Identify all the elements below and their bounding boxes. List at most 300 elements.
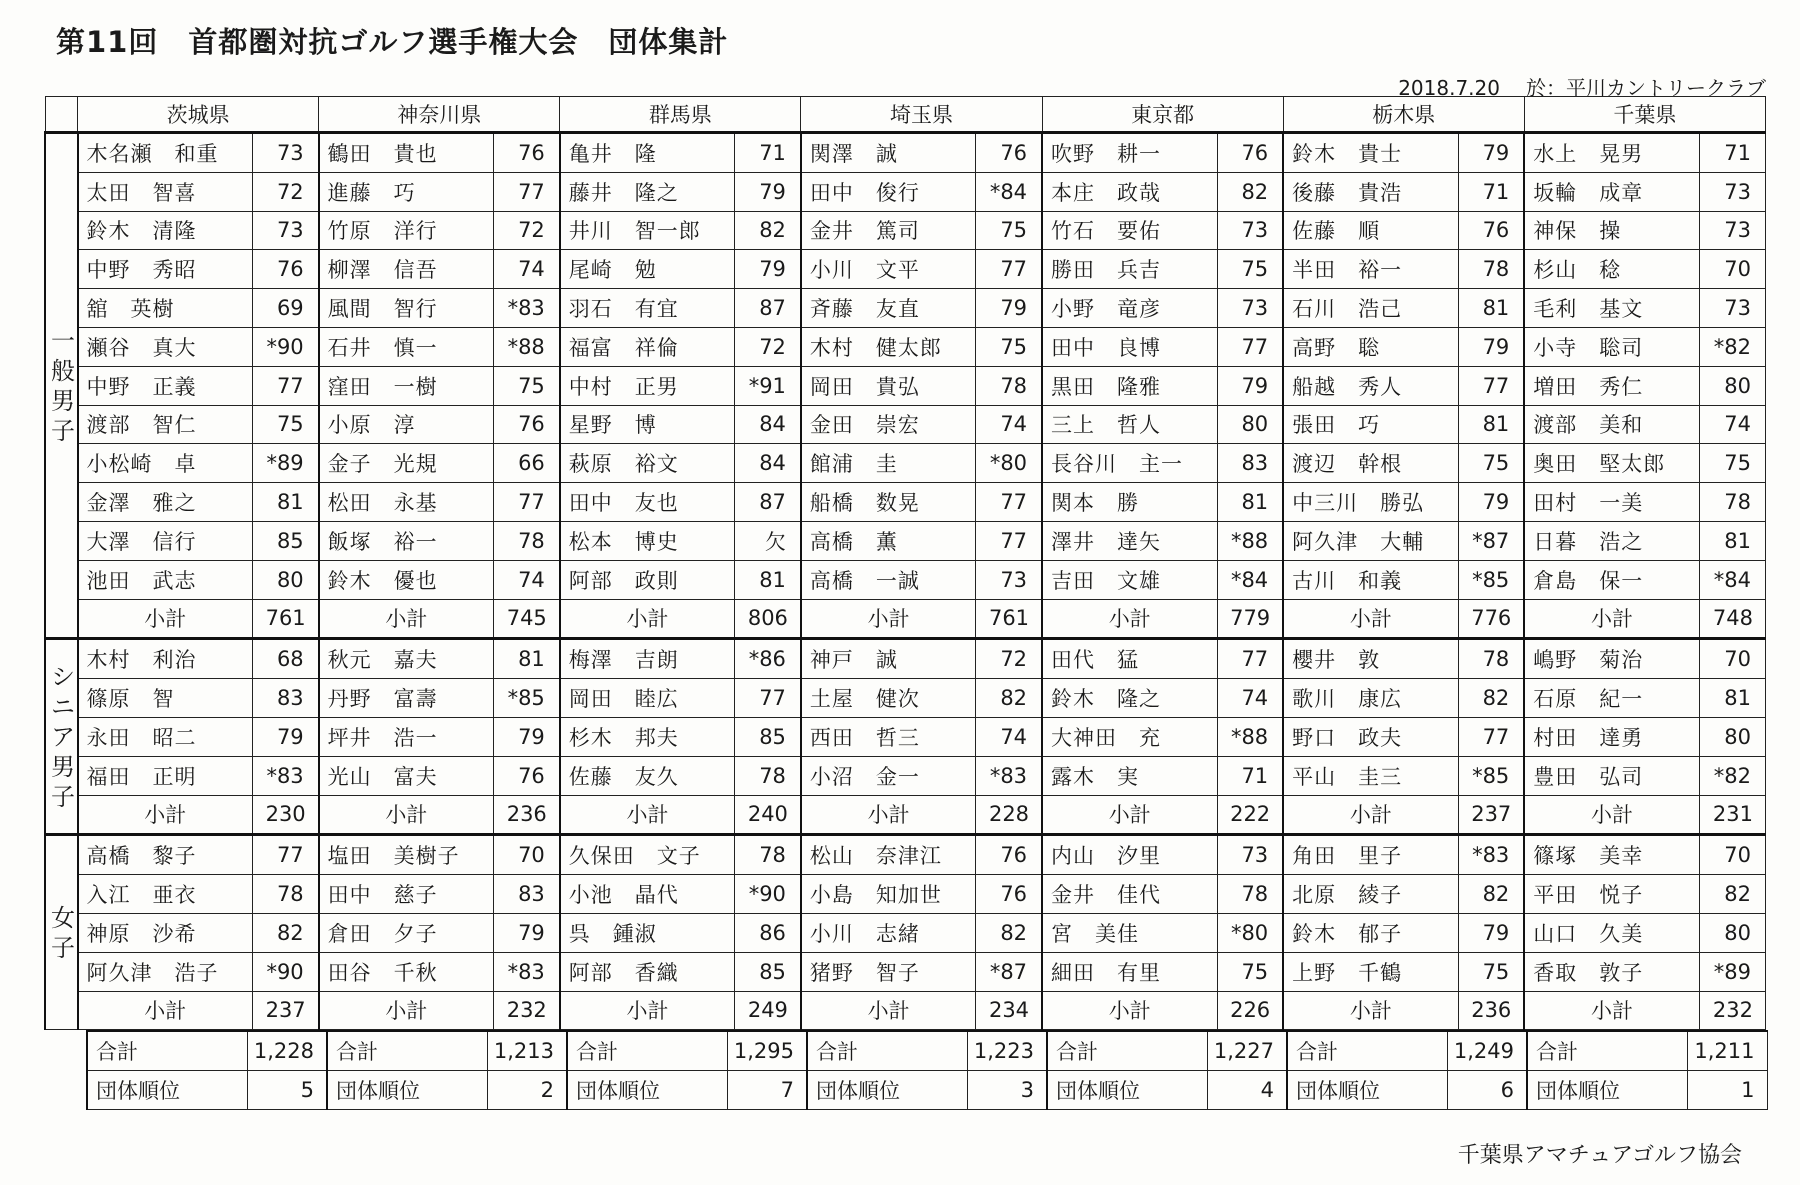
- player-name: 猪野 智子: [801, 952, 976, 991]
- subtotal-value: 806: [735, 599, 801, 639]
- player-name: 大澤 信行: [78, 521, 253, 560]
- player-name: 星野 博: [560, 405, 735, 444]
- total-value: 1,249: [1447, 1031, 1527, 1071]
- player-name: 三上 哲人: [1042, 405, 1217, 444]
- player-name: 関澤 誠: [801, 133, 976, 173]
- player-name: 柳澤 信吾: [319, 250, 494, 289]
- player-score: 78: [1458, 250, 1524, 289]
- player-score: 79: [253, 717, 319, 756]
- player-score: 80: [1217, 405, 1283, 444]
- subtotal-value: 232: [1699, 991, 1765, 1030]
- player-name: 岡田 睦広: [560, 679, 735, 718]
- player-score: 欠: [735, 521, 801, 560]
- player-name: 鈴木 優也: [319, 560, 494, 599]
- player-score: 86: [735, 913, 801, 952]
- player-score: 81: [1217, 483, 1283, 522]
- player-score: *83: [1458, 835, 1524, 875]
- player-name: 池田 武志: [78, 560, 253, 599]
- player-name: 増田 秀仁: [1524, 366, 1699, 405]
- subtotal-label: 小計: [319, 795, 494, 835]
- player-name: 内山 汐里: [1042, 835, 1217, 875]
- subtotal-value: 236: [1458, 991, 1524, 1030]
- player-score: 79: [1458, 913, 1524, 952]
- player-score: *82: [1699, 327, 1765, 366]
- player-name: 長谷川 主一: [1042, 444, 1217, 483]
- player-score: 82: [1217, 172, 1283, 211]
- player-score: 83: [494, 875, 560, 914]
- player-score: 74: [976, 405, 1042, 444]
- summary-table: [86, 1030, 1768, 1110]
- player-name: 後藤 貴浩: [1283, 172, 1458, 211]
- prefecture-name: 埼玉県: [801, 97, 1042, 133]
- subtotal-label: 小計: [801, 795, 976, 835]
- subtotal-value: 237: [253, 991, 319, 1030]
- player-name: 太田 智喜: [78, 172, 253, 211]
- player-name: 小島 知加世: [801, 875, 976, 914]
- player-name: 松本 博史: [560, 521, 735, 560]
- player-score: 79: [1458, 327, 1524, 366]
- player-score: 75: [494, 366, 560, 405]
- player-name: 光山 富夫: [319, 756, 494, 795]
- prefecture-name: 茨城県: [78, 97, 319, 133]
- subtotal-label: 小計: [1283, 795, 1458, 835]
- player-name: 山口 久美: [1524, 913, 1699, 952]
- player-score: 77: [253, 835, 319, 875]
- player-name: 神戸 誠: [801, 639, 976, 679]
- rank-label: 団体順位: [1527, 1071, 1687, 1110]
- player-score: 77: [1458, 717, 1524, 756]
- player-row: [45, 211, 1766, 250]
- player-score: 83: [1217, 444, 1283, 483]
- player-score: *91: [735, 366, 801, 405]
- total-label: 合計: [1047, 1031, 1207, 1071]
- player-name: 羽石 有宜: [560, 289, 735, 328]
- player-name: 小原 淳: [319, 405, 494, 444]
- player-name: 鶴田 貴也: [319, 133, 494, 173]
- player-score: 78: [735, 756, 801, 795]
- player-score: 72: [976, 639, 1042, 679]
- player-name: 田村 一美: [1524, 483, 1699, 522]
- subtotal-label: 小計: [801, 599, 976, 639]
- player-score: 81: [253, 483, 319, 522]
- player-score: 73: [253, 133, 319, 173]
- player-name: 田谷 千秋: [319, 952, 494, 991]
- player-name: 阿部 政則: [560, 560, 735, 599]
- total-value: 1,228: [247, 1031, 327, 1071]
- player-name: 古川 和義: [1283, 560, 1458, 599]
- player-score: *88: [1217, 521, 1283, 560]
- player-score: 77: [976, 521, 1042, 560]
- total-label: 合計: [567, 1031, 727, 1071]
- player-name: 小寺 聡司: [1524, 327, 1699, 366]
- player-score: 73: [1699, 211, 1765, 250]
- player-name: 呉 鍾淑: [560, 913, 735, 952]
- player-row: [45, 327, 1766, 366]
- player-score: 70: [1699, 639, 1765, 679]
- page-title: 第11回 首都圏対抗ゴルフ選手権大会 団体集計: [56, 25, 729, 59]
- player-score: 74: [976, 717, 1042, 756]
- player-name: 半田 裕一: [1283, 250, 1458, 289]
- player-score: *85: [494, 679, 560, 718]
- category-label-text: シニア男子: [51, 662, 75, 811]
- player-score: 82: [976, 913, 1042, 952]
- player-name: 角田 里子: [1283, 835, 1458, 875]
- player-name: 窪田 一樹: [319, 366, 494, 405]
- player-name: 飯塚 裕一: [319, 521, 494, 560]
- player-score: *85: [1458, 560, 1524, 599]
- player-name: 吉田 文雄: [1042, 560, 1217, 599]
- player-name: 木村 健太郎: [801, 327, 976, 366]
- player-score: 77: [1458, 366, 1524, 405]
- player-name: 田中 友也: [560, 483, 735, 522]
- organizer: 千葉県アマチュアゴルフ協会: [1457, 1143, 1742, 1168]
- player-score: *89: [253, 444, 319, 483]
- player-score: 84: [735, 444, 801, 483]
- subtotal-value: 236: [494, 795, 560, 835]
- rank-value: 7: [727, 1071, 807, 1110]
- player-score: 82: [1458, 875, 1524, 914]
- player-score: *84: [1699, 560, 1765, 599]
- player-name: 尾崎 勉: [560, 250, 735, 289]
- player-score: *82: [1699, 756, 1765, 795]
- player-score: *83: [253, 756, 319, 795]
- player-name: 神保 操: [1524, 211, 1699, 250]
- player-name: 上野 千鶴: [1283, 952, 1458, 991]
- player-score: 66: [494, 444, 560, 483]
- prefecture-name: 栃木県: [1283, 97, 1524, 133]
- player-name: 澤井 達矢: [1042, 521, 1217, 560]
- player-score: *84: [1217, 560, 1283, 599]
- player-name: 渡部 智仁: [78, 405, 253, 444]
- player-name: 嶋野 菊治: [1524, 639, 1699, 679]
- player-score: 76: [976, 875, 1042, 914]
- player-name: 船橋 数晃: [801, 483, 976, 522]
- subtotal-label: 小計: [1524, 599, 1699, 639]
- player-row: [45, 875, 1766, 914]
- player-row: [45, 717, 1766, 756]
- player-name: 福田 正明: [78, 756, 253, 795]
- player-score: 75: [1458, 444, 1524, 483]
- player-name: 石井 慎一: [319, 327, 494, 366]
- player-score: 78: [976, 366, 1042, 405]
- player-score: 75: [976, 211, 1042, 250]
- player-name: 萩原 裕文: [560, 444, 735, 483]
- rank-value: 2: [487, 1071, 567, 1110]
- subtotal-label: 小計: [319, 599, 494, 639]
- player-score: 82: [976, 679, 1042, 718]
- player-name: 水上 晃男: [1524, 133, 1699, 173]
- player-score: 87: [735, 483, 801, 522]
- player-name: 小沼 金一: [801, 756, 976, 795]
- player-score: *83: [976, 756, 1042, 795]
- player-row: [45, 405, 1766, 444]
- player-score: 71: [1217, 756, 1283, 795]
- player-name: 香取 敦子: [1524, 952, 1699, 991]
- player-name: 倉島 保一: [1524, 560, 1699, 599]
- rank-value: 4: [1207, 1071, 1287, 1110]
- subtotal-label: 小計: [1283, 599, 1458, 639]
- subtotal-value: 249: [735, 991, 801, 1030]
- player-name: 野口 政夫: [1283, 717, 1458, 756]
- player-name: 杉木 邦夫: [560, 717, 735, 756]
- player-score: 80: [1699, 366, 1765, 405]
- prefecture-name: 神奈川県: [319, 97, 560, 133]
- player-score: 83: [253, 679, 319, 718]
- subtotal-label: 小計: [78, 991, 253, 1030]
- player-name: 中三川 勝弘: [1283, 483, 1458, 522]
- player-score: 79: [976, 289, 1042, 328]
- player-name: 鈴木 郁子: [1283, 913, 1458, 952]
- player-score: *86: [735, 639, 801, 679]
- player-name: 小池 晶代: [560, 875, 735, 914]
- player-score: 74: [494, 560, 560, 599]
- player-score: 81: [1699, 521, 1765, 560]
- player-name: 土屋 健次: [801, 679, 976, 718]
- player-row: [45, 250, 1766, 289]
- player-name: 松山 奈津江: [801, 835, 976, 875]
- event-venue: 於：平川カントリークラブ: [1526, 76, 1766, 100]
- player-score: 75: [253, 405, 319, 444]
- player-name: 松田 永基: [319, 483, 494, 522]
- player-score: 79: [1458, 483, 1524, 522]
- player-row: [45, 521, 1766, 560]
- rank-row: [87, 1071, 1767, 1110]
- total-value: 1,227: [1207, 1031, 1287, 1071]
- player-score: 74: [1699, 405, 1765, 444]
- player-score: 72: [253, 172, 319, 211]
- player-name: 丹野 富壽: [319, 679, 494, 718]
- player-name: 大神田 充: [1042, 717, 1217, 756]
- player-score: 82: [1699, 875, 1765, 914]
- total-value: 1,213: [487, 1031, 567, 1071]
- player-score: 73: [1699, 172, 1765, 211]
- subtotal-label: 小計: [319, 991, 494, 1030]
- subtotal-label: 小計: [1042, 795, 1217, 835]
- prefecture-name: 千葉県: [1524, 97, 1765, 133]
- player-score: 76: [1217, 133, 1283, 173]
- player-name: 関本 勝: [1042, 483, 1217, 522]
- player-name: 神原 沙希: [78, 913, 253, 952]
- player-score: 87: [735, 289, 801, 328]
- player-score: 78: [1458, 639, 1524, 679]
- player-name: 金田 崇宏: [801, 405, 976, 444]
- player-score: 81: [1458, 289, 1524, 328]
- player-score: 70: [1699, 835, 1765, 875]
- player-score: 69: [253, 289, 319, 328]
- player-score: *88: [1217, 717, 1283, 756]
- player-name: 竹石 要佑: [1042, 211, 1217, 250]
- rank-value: 6: [1447, 1071, 1527, 1110]
- total-label: 合計: [87, 1031, 247, 1071]
- subtotal-row: [45, 599, 1766, 639]
- player-score: *88: [494, 327, 560, 366]
- player-name: 露木 実: [1042, 756, 1217, 795]
- rank-label: 団体順位: [567, 1071, 727, 1110]
- player-name: 館浦 圭: [801, 444, 976, 483]
- player-score: 79: [735, 172, 801, 211]
- player-name: 中村 正男: [560, 366, 735, 405]
- total-label: 合計: [807, 1031, 967, 1071]
- player-score: 76: [494, 133, 560, 173]
- player-name: 石原 紀一: [1524, 679, 1699, 718]
- subtotal-label: 小計: [801, 991, 976, 1030]
- subtotal-value: 232: [494, 991, 560, 1030]
- player-score: 73: [1217, 835, 1283, 875]
- player-score: 85: [735, 952, 801, 991]
- player-name: 竹原 洋行: [319, 211, 494, 250]
- player-name: 中野 秀昭: [78, 250, 253, 289]
- player-score: 79: [1458, 133, 1524, 173]
- player-score: 70: [494, 835, 560, 875]
- player-score: 75: [1217, 952, 1283, 991]
- player-score: 78: [494, 521, 560, 560]
- player-name: 石川 浩己: [1283, 289, 1458, 328]
- player-name: 船越 秀人: [1283, 366, 1458, 405]
- player-name: 塩田 美樹子: [319, 835, 494, 875]
- player-name: 渡部 美和: [1524, 405, 1699, 444]
- player-score: 76: [976, 835, 1042, 875]
- category-label: [45, 133, 78, 639]
- player-score: 72: [735, 327, 801, 366]
- player-score: *83: [494, 289, 560, 328]
- player-score: 70: [1699, 250, 1765, 289]
- player-score: 75: [1699, 444, 1765, 483]
- player-row: [45, 133, 1766, 173]
- subtotal-label: 小計: [1042, 599, 1217, 639]
- player-row: [45, 289, 1766, 328]
- player-score: 79: [735, 250, 801, 289]
- player-score: 77: [253, 366, 319, 405]
- player-score: *84: [976, 172, 1042, 211]
- subtotal-label: 小計: [560, 599, 735, 639]
- player-name: 田代 猛: [1042, 639, 1217, 679]
- player-score: 77: [976, 250, 1042, 289]
- player-score: 73: [1699, 289, 1765, 328]
- player-name: 亀井 隆: [560, 133, 735, 173]
- rank-label: 団体順位: [327, 1071, 487, 1110]
- player-name: 阿久津 大輔: [1283, 521, 1458, 560]
- player-score: 77: [1217, 639, 1283, 679]
- player-name: 小川 文平: [801, 250, 976, 289]
- total-value: 1,211: [1687, 1031, 1767, 1071]
- category-label-text: 一般男子: [51, 326, 75, 445]
- subtotal-value: 237: [1458, 795, 1524, 835]
- player-row: [45, 172, 1766, 211]
- player-name: 毛利 基文: [1524, 289, 1699, 328]
- player-name: 佐藤 順: [1283, 211, 1458, 250]
- player-name: 渡辺 幹根: [1283, 444, 1458, 483]
- player-name: 秋元 嘉夫: [319, 639, 494, 679]
- subtotal-value: 234: [976, 991, 1042, 1030]
- rank-value: 5: [247, 1071, 327, 1110]
- player-name: 梅澤 吉朗: [560, 639, 735, 679]
- rank-label: 団体順位: [1287, 1071, 1447, 1110]
- total-value: 1,223: [967, 1031, 1047, 1071]
- player-row: [45, 913, 1766, 952]
- corner-cell: [45, 97, 78, 133]
- player-name: 井川 智一郎: [560, 211, 735, 250]
- player-score: 81: [1699, 679, 1765, 718]
- player-name: 高橋 一誠: [801, 560, 976, 599]
- player-score: 82: [1458, 679, 1524, 718]
- player-score: *89: [1699, 952, 1765, 991]
- subtotal-value: 745: [494, 599, 560, 639]
- player-name: 久保田 文子: [560, 835, 735, 875]
- subtotal-label: 小計: [1524, 795, 1699, 835]
- player-score: 77: [735, 679, 801, 718]
- player-score: 76: [494, 756, 560, 795]
- subtotal-value: 228: [976, 795, 1042, 835]
- player-name: 福富 祥倫: [560, 327, 735, 366]
- player-score: 74: [494, 250, 560, 289]
- player-name: 永田 昭二: [78, 717, 253, 756]
- player-name: 小松崎 卓: [78, 444, 253, 483]
- player-score: 76: [253, 250, 319, 289]
- player-name: 村田 達勇: [1524, 717, 1699, 756]
- player-name: 阿部 香織: [560, 952, 735, 991]
- subtotal-label: 小計: [1042, 991, 1217, 1030]
- player-score: 77: [1217, 327, 1283, 366]
- subtotal-value: 230: [253, 795, 319, 835]
- player-name: 瀬谷 真大: [78, 327, 253, 366]
- event-date: 2018.7.20: [1398, 76, 1500, 100]
- player-score: *83: [494, 952, 560, 991]
- player-name: 坂輪 成章: [1524, 172, 1699, 211]
- subtotal-value: 748: [1699, 599, 1765, 639]
- player-name: 平山 圭三: [1283, 756, 1458, 795]
- player-name: 佐藤 友久: [560, 756, 735, 795]
- prefecture-name: 群馬県: [560, 97, 801, 133]
- player-score: *87: [1458, 521, 1524, 560]
- player-score: 80: [1699, 717, 1765, 756]
- player-name: 豊田 弘司: [1524, 756, 1699, 795]
- player-score: 82: [735, 211, 801, 250]
- player-row: [45, 835, 1766, 875]
- subtotal-value: 231: [1699, 795, 1765, 835]
- player-name: 倉田 夕子: [319, 913, 494, 952]
- player-name: 張田 巧: [1283, 405, 1458, 444]
- player-score: 75: [1458, 952, 1524, 991]
- player-row: [45, 679, 1766, 718]
- player-score: 79: [1217, 366, 1283, 405]
- subtotal-value: 776: [1458, 599, 1524, 639]
- player-name: 北原 綾子: [1283, 875, 1458, 914]
- player-name: 田中 良博: [1042, 327, 1217, 366]
- player-score: 79: [494, 717, 560, 756]
- player-name: 吹野 耕一: [1042, 133, 1217, 173]
- player-score: 75: [976, 327, 1042, 366]
- player-score: 76: [494, 405, 560, 444]
- player-name: 小野 竜彦: [1042, 289, 1217, 328]
- player-name: 高橋 黎子: [78, 835, 253, 875]
- total-value: 1,295: [727, 1031, 807, 1071]
- player-name: 小川 志緒: [801, 913, 976, 952]
- category-label: [45, 835, 78, 1030]
- player-name: 田中 俊行: [801, 172, 976, 211]
- player-name: 木村 利治: [78, 639, 253, 679]
- subtotal-row: [45, 991, 1766, 1030]
- player-name: 櫻井 敦: [1283, 639, 1458, 679]
- player-name: 阿久津 浩子: [78, 952, 253, 991]
- player-row: [45, 560, 1766, 599]
- player-score: 80: [253, 560, 319, 599]
- player-name: 西田 哲三: [801, 717, 976, 756]
- player-score: 73: [253, 211, 319, 250]
- rank-label: 団体順位: [807, 1071, 967, 1110]
- total-row: [87, 1031, 1767, 1071]
- subtotal-row: [45, 795, 1766, 835]
- player-row: [45, 444, 1766, 483]
